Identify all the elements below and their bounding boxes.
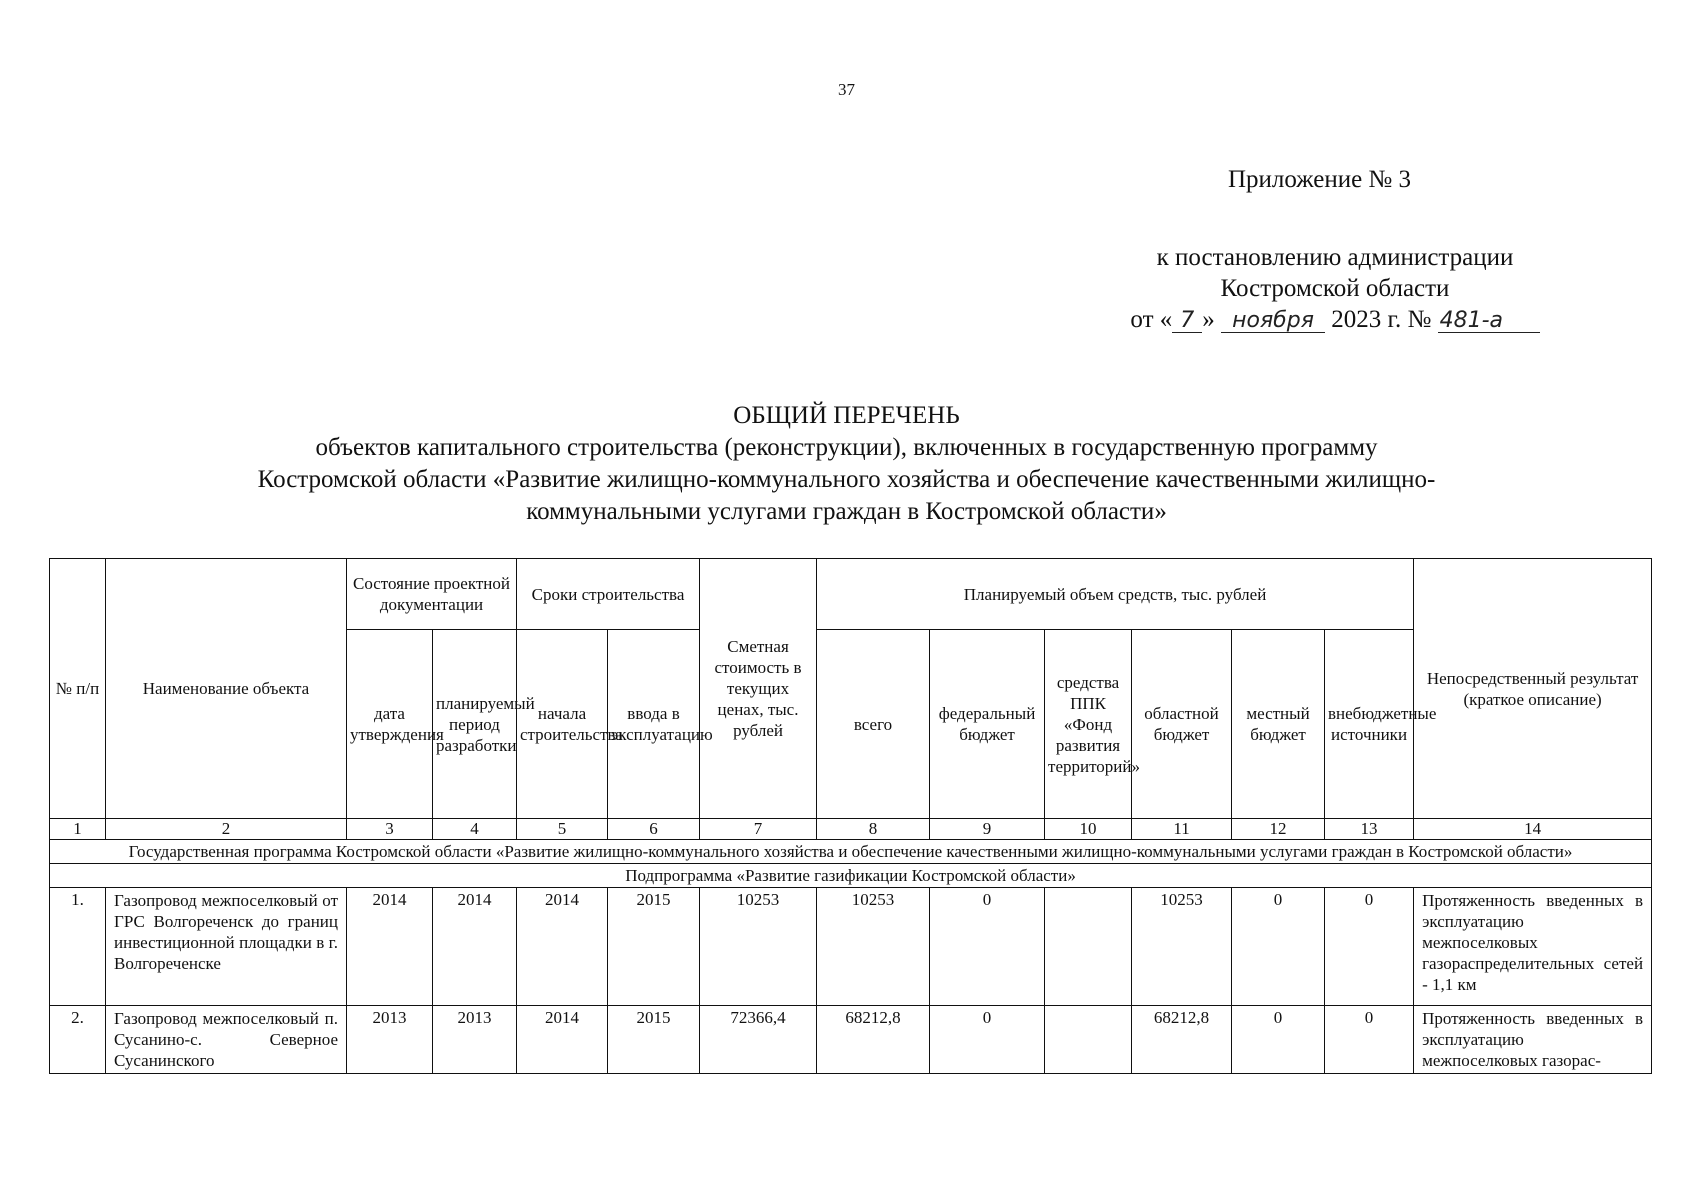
funds-total: 10253 [817, 888, 930, 1006]
title-main: ОБЩИЙ ПЕРЕЧЕНЬ [733, 402, 960, 429]
doc-planned-year: 2013 [433, 1006, 517, 1074]
column-index: 10 [1045, 819, 1132, 840]
header-local: местный бюджет [1232, 630, 1325, 819]
header-planned-funds: Планируемый объем средств, тыс. рублей [817, 559, 1414, 630]
program-section-row [50, 840, 1652, 864]
estimated-cost: 72366,4 [700, 1006, 817, 1074]
table-row [50, 1006, 1652, 1074]
column-index: 3 [347, 819, 433, 840]
header-start: начала строительства [517, 630, 608, 819]
commission-year: 2015 [608, 1006, 700, 1074]
header-doc-state: Состояние проектной документации [347, 559, 517, 630]
table-row [50, 888, 1652, 1006]
handwritten-month: ноября [1221, 310, 1325, 333]
header-regional: областной бюджет [1132, 630, 1232, 819]
title-line-2: Костромской области «Развитие жилищно-коммунального хозяйства и обеспечение качественными жилищно- [257, 466, 1436, 493]
quote-close: » [1202, 306, 1215, 333]
handwritten-day: 7 [1172, 310, 1202, 333]
column-index: 5 [517, 819, 608, 840]
header-doc-approval: дата утверждения [347, 630, 433, 819]
header-estimated-cost: Сметная стоимость в текущих ценах, тыс. рублей [700, 559, 817, 819]
objects-table [49, 558, 1652, 1074]
funds-federal: 0 [930, 888, 1045, 1006]
funds-local: 0 [1232, 1006, 1325, 1074]
header-row-1 [50, 559, 1652, 630]
resolution-line-2: Костромской области [1220, 275, 1450, 302]
object-name: Газопровод межпоселковый от ГРС Волгореченск до границ инвестиционной площадки в г. Волгореченске [106, 888, 347, 1006]
funds-federal: 0 [930, 1006, 1045, 1074]
title-line-3: коммунальными услугами граждан в Костромской области» [526, 498, 1167, 525]
handwritten-number: 481-а [1438, 310, 1540, 333]
header-commission: ввода в эксплуатацию [608, 630, 700, 819]
resolution-line-1: к постановлению администрации [1156, 244, 1514, 271]
header-federal: федеральный бюджет [930, 630, 1045, 819]
estimated-cost: 10253 [700, 888, 817, 1006]
header-ppk: средства ППК «Фонд развития территорий» [1045, 630, 1132, 819]
funds-offbudget: 0 [1325, 888, 1414, 1006]
commission-year: 2015 [608, 888, 700, 1006]
column-index: 12 [1232, 819, 1325, 840]
header-result: Непосредственный результат (краткое описание) [1414, 559, 1652, 819]
resolution-date-line [1115, 304, 1555, 335]
column-index: 1 [50, 819, 106, 840]
funds-regional: 68212,8 [1132, 1006, 1232, 1074]
column-index: 9 [930, 819, 1045, 840]
funds-total: 68212,8 [817, 1006, 930, 1074]
funds-offbudget: 0 [1325, 1006, 1414, 1074]
subprogram-title: Подпрограмма «Развитие газификации Костромской области» [50, 864, 1652, 888]
column-index-row [50, 819, 1652, 840]
column-index: 11 [1132, 819, 1232, 840]
page-number: 37 [838, 80, 855, 99]
column-index: 13 [1325, 819, 1414, 840]
header-num: № п/п [50, 559, 106, 819]
funds-ppk [1045, 1006, 1132, 1074]
document-title [0, 400, 1693, 528]
row-num: 1. [50, 888, 106, 1006]
title-line-1: объектов капитального строительства (реконструкции), включенных в государственную программу [315, 434, 1378, 461]
funds-local: 0 [1232, 888, 1325, 1006]
column-index: 14 [1414, 819, 1652, 840]
from-prefix: от « [1130, 306, 1173, 333]
header-doc-planned: планируемый период разработки [433, 630, 517, 819]
header-total: всего [817, 630, 930, 819]
doc-approval-year: 2014 [347, 888, 433, 1006]
row-num: 2. [50, 1006, 106, 1074]
header-name: Наименование объекта [106, 559, 347, 819]
funds-regional: 10253 [1132, 888, 1232, 1006]
funds-ppk [1045, 888, 1132, 1006]
start-year: 2014 [517, 888, 608, 1006]
header-construction-terms: Сроки строительства [517, 559, 700, 630]
result-description: Протяженность введенных в эксплуатацию межпоселковых газораспределительных сетей - 1,1 км [1414, 888, 1652, 1006]
column-index: 7 [700, 819, 817, 840]
subprogram-row [50, 864, 1652, 888]
doc-approval-year: 2013 [347, 1006, 433, 1074]
column-index: 6 [608, 819, 700, 840]
object-name: Газопровод межпоселковый п. Сусанино-с. Северное Сусанинского [106, 1006, 347, 1074]
year-label: 2023 г. № [1331, 306, 1432, 333]
appendix-label: Приложение № 3 [1228, 166, 1412, 193]
column-index: 4 [433, 819, 517, 840]
header-offbudget: внебюджетные источники [1325, 630, 1414, 819]
program-section-title: Государственная программа Костромской области «Развитие жилищно-коммунального хозяйства и обеспечение качественными жилищно-коммунальными услугами граждан в Костромской области» [50, 840, 1652, 864]
column-index: 2 [106, 819, 347, 840]
column-index: 8 [817, 819, 930, 840]
result-description: Протяженность введенных в эксплуатацию межпоселковых газорас- [1414, 1006, 1652, 1074]
doc-planned-year: 2014 [433, 888, 517, 1006]
resolution-reference [1115, 242, 1555, 335]
start-year: 2014 [517, 1006, 608, 1074]
